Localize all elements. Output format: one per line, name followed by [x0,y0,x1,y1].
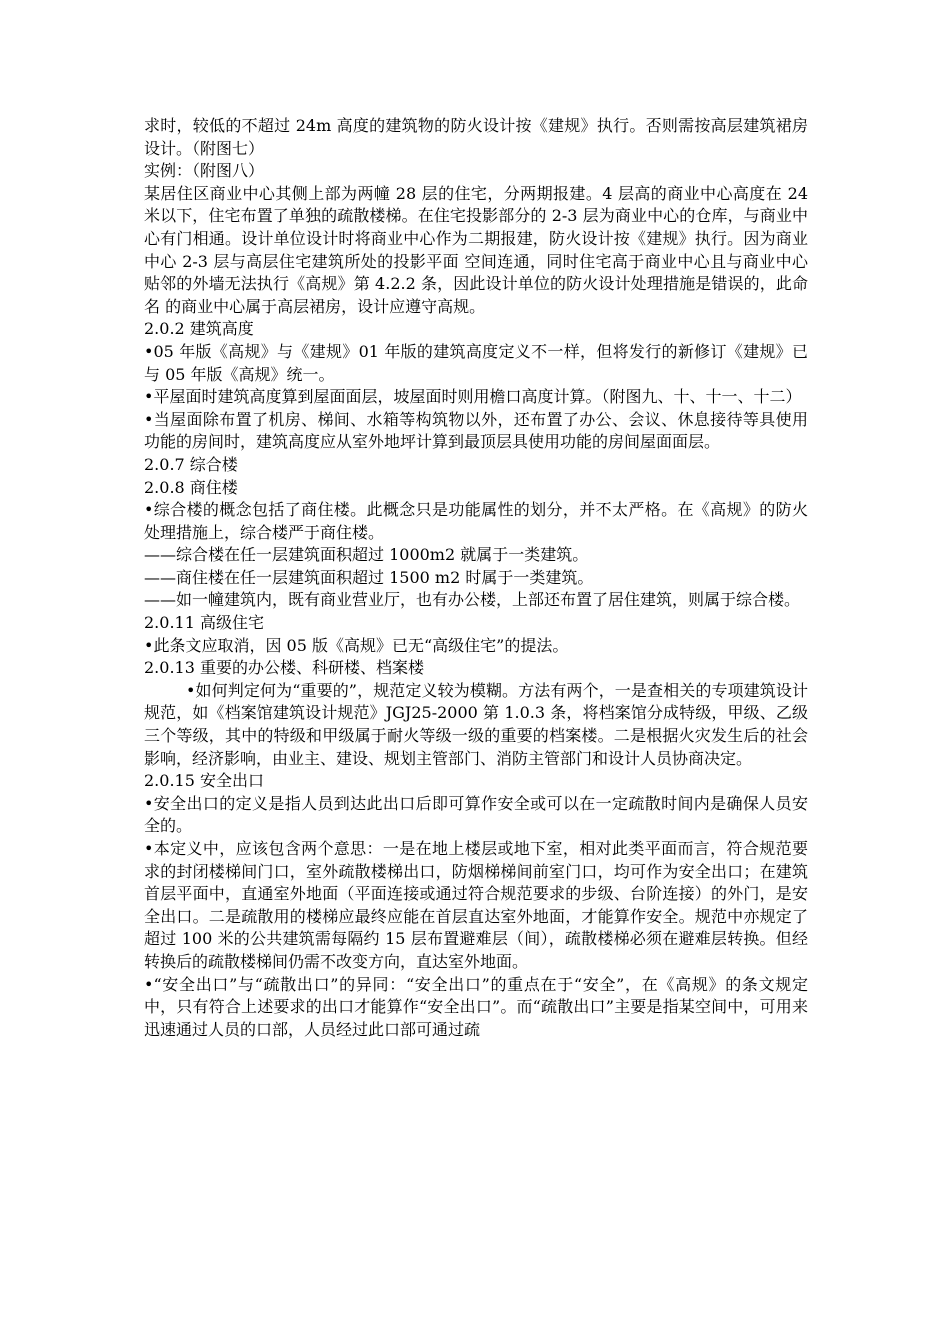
paragraph-continuation: 求时，较低的不超过 24m 高度的建筑物的防火设计按《建规》执行。否则需按高层建筑裙房设计。（附图七） [144,116,808,158]
section-heading-2-0-13: 2.0.13 重要的办公楼、科研楼、档案楼 [144,658,424,678]
section-heading-2-0-15: 2.0.15 安全出口 [144,771,264,791]
bullet-item: •05 年版《高规》与《建规》01 年版的建筑高度定义不一样，但将发行的新修订《建规》已与 05 年版《高规》统一。 [144,341,808,384]
dash-item: ——商住楼在任一层建筑面积超过 1500 m2 时属于一类建筑。 [144,567,594,587]
section-heading-2-0-2: 2.0.2 建筑高度 [144,319,254,339]
bullet-item: •安全出口的定义是指人员到达此出口后即可算作安全或可以在一定疏散时间内是确保人员安全的。 [144,793,808,836]
bullet-item: •综合楼的概念包括了商住楼。此概念只是功能属性的划分，并不太严格。在《高规》的防火处理措施上，综合楼严于商住楼。 [144,500,808,542]
bullet-item: •本定义中，应该包含两个意思：一是在地上楼层或地下室，相对此类平面而言，符合规范要求的封闭楼梯间门口，室外疏散楼梯出口，防烟梯梯间前室门口，均可作为安全出口；在建筑首层平面中，直通室外地面（平面连接或通过符合规范要求的步级、台阶连接）的外门，是安全出口。二是疏散用的楼梯应最终应能在首层直达室外地面，才能算作安全。规范中亦规定了超过 100 米的公共建筑需每隔约 15 层布置避难层（间），疏散楼梯必须在避难层转换。但经转换后的疏散楼梯间仍需不改变方向，直达室外地面。 [144,839,808,971]
bullet-item: •“安全出口”与“疏散出口”的异同：“安全出口”的重点在于“安全”，在《高规》的条文规定中，只有符合上述要求的出口才能算作“安全出口”。而“疏散出口”主要是指某空间中，可用来迅速通过人员的口部，人员经过此口部可通过疏 [144,974,808,1039]
section-heading-2-0-8: 2.0.8 商住楼 [144,477,238,497]
section-heading-2-0-7: 2.0.7 综合楼 [144,454,238,474]
example-paragraph: 某居住区商业中心其侧上部为两幢 28 层的住宅，分两期报建。4 层高的商业中心高度在 24 米以下，住宅布置了单独的疏散楼梯。在住宅投影部分的 2-3 层为商业中心的仓库，与商业中心有门相通。设计单位设计时将商业中心作为二期报建，防火设计按《建规》执行。因为商业中心 2-3 层与高层住宅建筑所处的投影平面 空间连通，同时住宅高于商业中心且与商业中心贴邻的外墙无法执行《高规》第 4.2.2 条，因此设计单位的防火设计处理措施是错误的，此命名 的商业中心属于高层裙房，设计应遵守高规。 [144,183,808,316]
dash-item: ——综合楼在任一层建筑面积超过 1000m2 就属于一类建筑。 [144,545,589,565]
bullet-item: •此条文应取消，因 05 版《高规》已无“高级住宅”的提法。 [144,635,569,655]
dash-item: ——如一幢建筑内，既有商业营业厅，也有办公楼，上部还布置了居住建筑，则属于综合楼。 [144,590,801,610]
bullet-item: •平屋面时建筑高度算到屋面面层，坡屋面时则用檐口高度计算。（附图九、十、十一、十二） [144,387,802,407]
section-heading-2-0-11: 2.0.11 高级住宅 [144,613,264,633]
example-label: 实例：（附图八） [144,161,265,181]
document-page [144,115,808,1041]
bullet-item: •当屋面除布置了机房、梯间、水箱等构筑物以外，还布置了办公、会议、休息接待等具使用功能的房间时，建筑高度应从室外地坪计算到最顶层具使用功能的房间屋面面层。 [144,409,808,452]
bullet-item-indented: •如何判定何为“重要的”，规范定义较为模糊。方法有两个，一是查相关的专项建筑设计规范，如《档案馆建筑设计规范》JGJ25-2000 第 1.0.3 条，将档案馆分成特级，甲级、乙级三个等级，其中的特级和甲级属于耐火等级一级的重要的档案楼。二是根据火灾发生后的社会影响，经济影响，由业主、建设、规划主管部门、消防主管部门和设计人员协商决定。 [144,680,808,768]
